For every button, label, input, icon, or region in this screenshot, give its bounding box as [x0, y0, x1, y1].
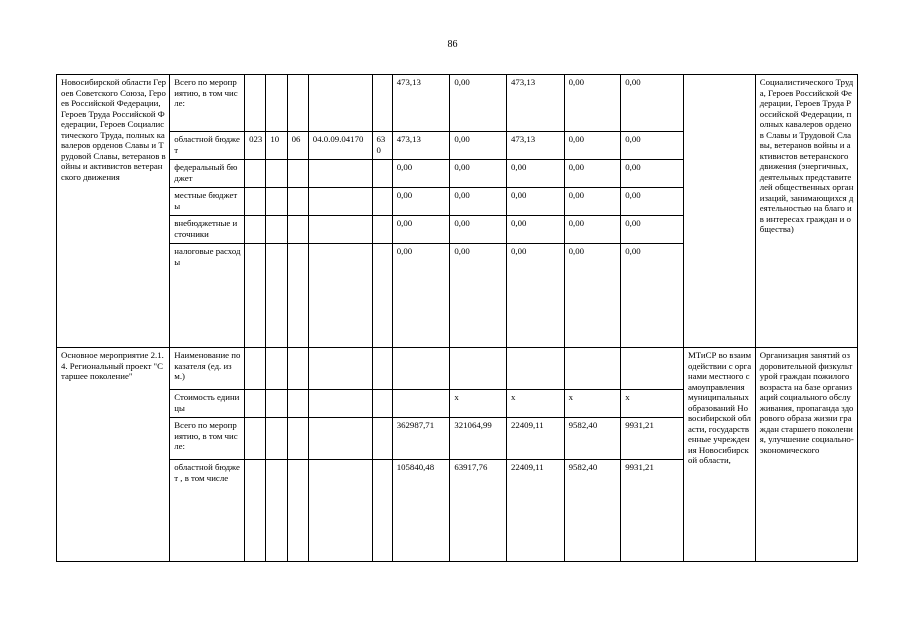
value-cell: 105840,48	[392, 460, 450, 562]
row-label: областной бюджет , в том числе	[170, 460, 245, 562]
value-cell: 22409,11	[506, 460, 564, 562]
value-cell	[564, 348, 621, 390]
rz-cell: 10	[266, 132, 287, 160]
value-cell: 0,00	[621, 216, 684, 244]
value-cell: 0,00	[506, 216, 564, 244]
expected-result-cell: Социалистического Труда, Героев Российской Федерации, Героев Труда Российской Федерации, полных кавалеров орденов Славы и Трудовой Славы, ветеранов войны и активистов ветеранского движения (энергичных, деятельных представителей общественных организаций, занимающихся деятельностью на благо и в интересах граждан и общества)	[755, 75, 857, 348]
value-cell: 473,13	[506, 75, 564, 132]
csr-cell	[308, 160, 372, 188]
vr-cell	[372, 460, 392, 562]
value-cell: 0,00	[564, 75, 621, 132]
rz-cell	[266, 348, 287, 390]
value-cell: 0,00	[450, 244, 507, 348]
csr-cell	[308, 390, 372, 418]
grbs-cell	[245, 348, 266, 390]
value-cell: 22409,11	[506, 418, 564, 460]
pr-cell	[287, 188, 308, 216]
pr-cell: 06	[287, 132, 308, 160]
value-cell	[506, 348, 564, 390]
value-cell: 9582,40	[564, 460, 621, 562]
rz-cell	[266, 460, 287, 562]
measure-name-cell: Новосибирской области Героев Советского Союза, Героев Российской Федерации, Героев Труда Российской Федерации, Героев Социалистического Труда, полных кавалеров орденов Славы и Трудовой Славы, ветеранов войны и активистов ветеранского движения	[57, 75, 170, 348]
pr-cell	[287, 244, 308, 348]
executor-cell	[683, 75, 755, 348]
value-cell: 0,00	[392, 160, 450, 188]
value-cell: 0,00	[506, 188, 564, 216]
value-cell: 0,00	[621, 244, 684, 348]
value-cell: 0,00	[450, 132, 507, 160]
csr-cell	[308, 216, 372, 244]
value-cell: 0,00	[450, 188, 507, 216]
rz-cell	[266, 188, 287, 216]
value-cell: 473,13	[392, 132, 450, 160]
program-table	[56, 74, 858, 562]
grbs-cell	[245, 460, 266, 562]
value-cell: x	[506, 390, 564, 418]
table-row	[57, 75, 858, 132]
csr-cell	[308, 418, 372, 460]
measure-name-cell: Основное мероприятие 2.1.4. Региональный проект "Старшее поколение"	[57, 348, 170, 562]
value-cell: 9582,40	[564, 418, 621, 460]
pr-cell	[287, 75, 308, 132]
row-label: внебюджетные источники	[170, 216, 245, 244]
rz-cell	[266, 390, 287, 418]
pr-cell	[287, 216, 308, 244]
value-cell: 473,13	[506, 132, 564, 160]
value-cell: x	[564, 390, 621, 418]
value-cell: 473,13	[392, 75, 450, 132]
value-cell: 0,00	[621, 188, 684, 216]
rz-cell	[266, 244, 287, 348]
row-label: Стоимость единицы	[170, 390, 245, 418]
value-cell: 0,00	[564, 132, 621, 160]
pr-cell	[287, 348, 308, 390]
value-cell: 0,00	[392, 188, 450, 216]
csr-cell	[308, 188, 372, 216]
value-cell: 0,00	[450, 75, 507, 132]
csr-cell	[308, 348, 372, 390]
grbs-cell	[245, 418, 266, 460]
csr-cell	[308, 75, 372, 132]
value-cell: 0,00	[450, 160, 507, 188]
rz-cell	[266, 160, 287, 188]
vr-cell	[372, 188, 392, 216]
vr-cell	[372, 160, 392, 188]
row-label: областной бюджет	[170, 132, 245, 160]
value-cell	[450, 348, 507, 390]
value-cell: 0,00	[564, 244, 621, 348]
value-cell: 9931,21	[621, 418, 684, 460]
vr-cell	[372, 216, 392, 244]
table-row	[57, 348, 858, 390]
value-cell: 0,00	[564, 160, 621, 188]
value-cell: x	[621, 390, 684, 418]
value-cell: 9931,21	[621, 460, 684, 562]
grbs-cell	[245, 75, 266, 132]
row-label: налоговые расходы	[170, 244, 245, 348]
value-cell: 362987,71	[392, 418, 450, 460]
row-label: Наименование показателя (ед. изм.)	[170, 348, 245, 390]
csr-cell: 04.0.09.04170	[308, 132, 372, 160]
value-cell: 0,00	[392, 216, 450, 244]
value-cell: 0,00	[564, 188, 621, 216]
value-cell: 0,00	[621, 132, 684, 160]
vr-cell	[372, 348, 392, 390]
executor-cell: МТиСР во взаимодействии с органами местного самоуправления муниципальных образований Новосибирской области, государственные учреждения Новосибирской области,	[683, 348, 755, 562]
vr-cell	[372, 390, 392, 418]
rz-cell	[266, 216, 287, 244]
value-cell: x	[450, 390, 507, 418]
value-cell	[392, 348, 450, 390]
pr-cell	[287, 418, 308, 460]
row-label: Всего по мероприятию, в том числе:	[170, 418, 245, 460]
value-cell	[392, 390, 450, 418]
vr-cell	[372, 244, 392, 348]
vr-cell: 630	[372, 132, 392, 160]
row-label: местные бюджеты	[170, 188, 245, 216]
value-cell: 0,00	[621, 75, 684, 132]
pr-cell	[287, 460, 308, 562]
csr-cell	[308, 460, 372, 562]
rz-cell	[266, 418, 287, 460]
vr-cell	[372, 418, 392, 460]
grbs-cell	[245, 390, 266, 418]
csr-cell	[308, 244, 372, 348]
page-number: 86	[447, 39, 458, 50]
row-label: федеральный бюджет	[170, 160, 245, 188]
value-cell: 0,00	[506, 244, 564, 348]
row-label: Всего по мероприятию, в том числе:	[170, 75, 245, 132]
grbs-cell: 023	[245, 132, 266, 160]
value-cell: 0,00	[506, 160, 564, 188]
pr-cell	[287, 160, 308, 188]
value-cell: 0,00	[564, 216, 621, 244]
value-cell	[621, 348, 684, 390]
value-cell: 321064,99	[450, 418, 507, 460]
pr-cell	[287, 390, 308, 418]
vr-cell	[372, 75, 392, 132]
expected-result-cell: Организация занятий оздоровительной физкультурой граждан пожилого возраста на базе организаций социального обслуживания, пропаганда здорового образа жизни граждан старшего поколения, улучшение социально-экономического	[755, 348, 857, 562]
value-cell: 63917,76	[450, 460, 507, 562]
grbs-cell	[245, 244, 266, 348]
grbs-cell	[245, 160, 266, 188]
grbs-cell	[245, 188, 266, 216]
value-cell: 0,00	[450, 216, 507, 244]
rz-cell	[266, 75, 287, 132]
value-cell: 0,00	[621, 160, 684, 188]
grbs-cell	[245, 216, 266, 244]
value-cell: 0,00	[392, 244, 450, 348]
